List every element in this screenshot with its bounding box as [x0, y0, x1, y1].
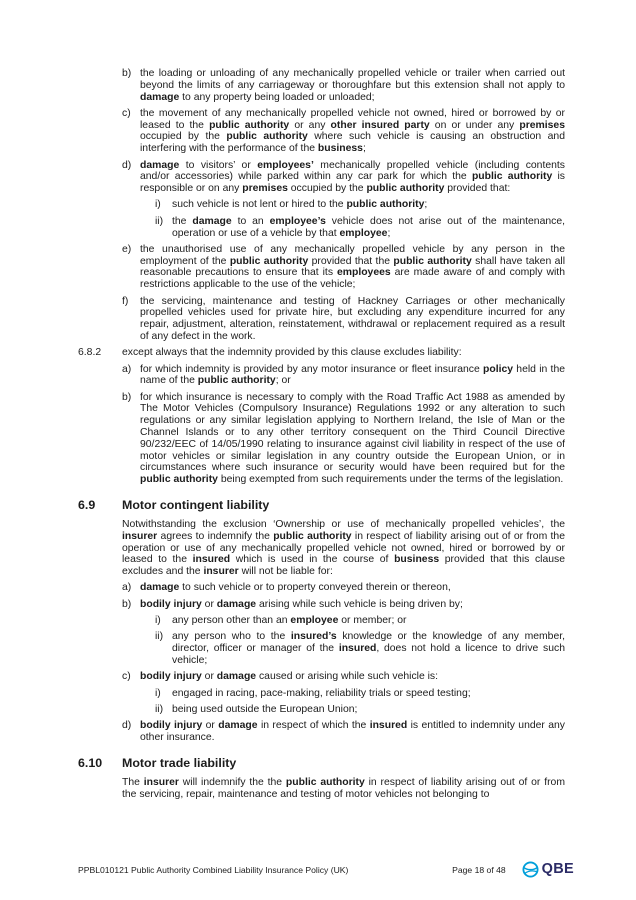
list-item-text: the servicing, maintenance and testing of Hackney Carriages or other mechanically propelled vehicles used for private hire, but excluding any expenditure incurred for any repair, adjustment, alteration, reinstatement, withdrawal or replacement required as a result of any defect in the work. — [140, 295, 565, 342]
list-item — [155, 216, 565, 240]
list-item-label: e) — [122, 243, 132, 255]
heading-text: Motor contingent liability — [122, 498, 270, 512]
heading-label: 6.9 — [78, 498, 96, 512]
qbe-sphere-icon — [522, 861, 539, 878]
list-item — [122, 68, 565, 103]
list-item — [122, 671, 565, 683]
list-item — [122, 160, 565, 195]
list-item-label: a) — [122, 582, 132, 594]
list-item-label: d) — [122, 159, 132, 171]
list-item — [155, 704, 565, 716]
list-item-text: damage to visitors’ or employees’ mechanically propelled vehicle (including contents and/or accessories) while parked within any car park for which the public authority is responsible or on any premises occupied by the public authority provided that: — [140, 159, 565, 195]
paragraph — [122, 519, 565, 578]
list-item-text: such vehicle is not lent or hired to the public authority; — [172, 199, 428, 211]
list-item-label: a) — [122, 363, 132, 375]
list-item — [122, 582, 565, 594]
list-item-label: ii) — [155, 631, 164, 643]
list-item — [122, 392, 565, 486]
list-item-label: ii) — [155, 215, 164, 227]
list-item-text: any person who to the insured’s knowledge or the knowledge of any member, director, officer or manager of the insured, does not hold a licence to drive such vehicle; — [172, 631, 566, 666]
list-item-label: c) — [122, 671, 131, 683]
list-item-label: i) — [155, 199, 161, 211]
list-item — [155, 615, 565, 627]
list-item-label: f) — [122, 295, 129, 307]
list-item — [155, 199, 565, 211]
list-item-label: b) — [122, 68, 132, 79]
list-item-text: the movement of any mechanically propelled vehicle not owned, hired or borrowed by or leased to the public authority or any other insured party on or under any premises occupied by the public authority where such vehicle is causing an obstruction and interfering with the performance of the business; — [140, 107, 565, 155]
list-item-label: c) — [122, 107, 131, 119]
list-item-text: damage to such vehicle or to property conveyed therein or thereon, — [140, 582, 451, 594]
page-footer — [78, 861, 574, 878]
footer-document-id: PPBL010121 Public Authority Combined Liability Insurance Policy (UK) — [78, 864, 349, 875]
heading-label: 6.10 — [78, 755, 103, 770]
list-item — [122, 108, 565, 155]
heading — [78, 756, 565, 770]
list-item-text: bodily injury or damage in respect of which the insured is entitled to indemnity under any other insurance. — [140, 720, 565, 743]
list-item — [155, 631, 565, 666]
paragraph — [122, 777, 565, 801]
list-item-text: the damage to an employee’s vehicle does not arise out of the maintenance, operation or use of a vehicle by that employee; — [172, 215, 565, 239]
heading-text: Motor trade liability — [122, 755, 237, 770]
list-item-text: any person other than an employee or member; or — [172, 615, 407, 627]
list-item-label: b) — [122, 598, 132, 610]
list-item — [122, 720, 565, 744]
list-item-label: i) — [155, 615, 161, 627]
qbe-logo-text: QBE — [541, 861, 574, 878]
footer-page-number: Page 18 of 48 — [452, 864, 506, 875]
list-item — [122, 599, 565, 611]
list-item-text: engaged in racing, pace-making, reliability trials or speed testing; — [172, 687, 471, 699]
list-item-label: ii) — [155, 703, 164, 715]
list-item-label: d) — [122, 720, 132, 732]
list-item-text: for which insurance is necessary to comply with the Road Traffic Act 1988 as amended by The Motor Vehicles (Compulsory Insurance) Regulations 1992 or any alteration to such regulations or any similar legislation applying to Northern Ireland, the Isle of Man or the Channel Islands or to any other territory consequent on the Third Council Directive 90/232/EEC of 14/05/1990 relating to insurance against civil liability in respect of the use of motor vehicles or similar legislation in any country outside the European Union, or in circumstances where such insurance or security would have been required but for the public authority being exempted from such requirements under the terms of the legislation. — [140, 391, 565, 486]
list-item-label: i) — [155, 687, 161, 699]
list-item — [155, 688, 565, 700]
list-item-label: b) — [122, 391, 132, 403]
list-item-text: for which indemnity is provided by any motor insurance or fleet insurance policy held in the name of the public authority; or — [140, 363, 566, 387]
list-item-text: bodily injury or damage arising while such vehicle is being driven by; — [140, 598, 463, 610]
list-item-text: being used outside the European Union; — [172, 703, 358, 715]
list-item-text: the unauthorised use of any mechanically propelled vehicle by any person in the employment of the public authority provided that the public authority shall have taken all reasonable precautions to ensure that its employees are made aware of and comply with restrictions applicable to the use of the vehicle; — [140, 243, 565, 291]
list-item-text: the loading or unloading of any mechanically propelled vehicle or trailer when carried out beyond the limits of any carriageway or thoroughfare but this extension shall not apply to damage to any property being loaded or unloaded; — [140, 68, 565, 103]
list-item — [122, 244, 565, 291]
list-item-text: bodily injury or damage caused or arising while such vehicle is: — [140, 671, 439, 683]
paragraph-text: The insurer will indemnify the the public authority in respect of liability arising out of or from the servicing, repair, maintenance and testing of motor vehicles not belonging to — [122, 776, 565, 800]
clause-label: 6.8.2 — [78, 347, 102, 359]
document-body — [78, 68, 565, 805]
paragraph-text: Notwithstanding the exclusion ‘Ownership or use of mechanically propelled vehicles’, the insurer agrees to indemnify the public authority in respect of liability arising out of or from the operation or use of any mechanically propelled vehicle not owned, hired or borrowed by or leased to the insured which is used in the course of business provided that this clause excludes and the insurer will not be liable for: — [122, 519, 565, 578]
list-item — [122, 364, 565, 388]
clause-text: except always that the indemnity provided by this clause excludes liability: — [122, 347, 462, 359]
qbe-logo — [522, 861, 574, 878]
list-item — [122, 296, 565, 343]
clause — [78, 347, 565, 359]
heading — [78, 498, 565, 512]
